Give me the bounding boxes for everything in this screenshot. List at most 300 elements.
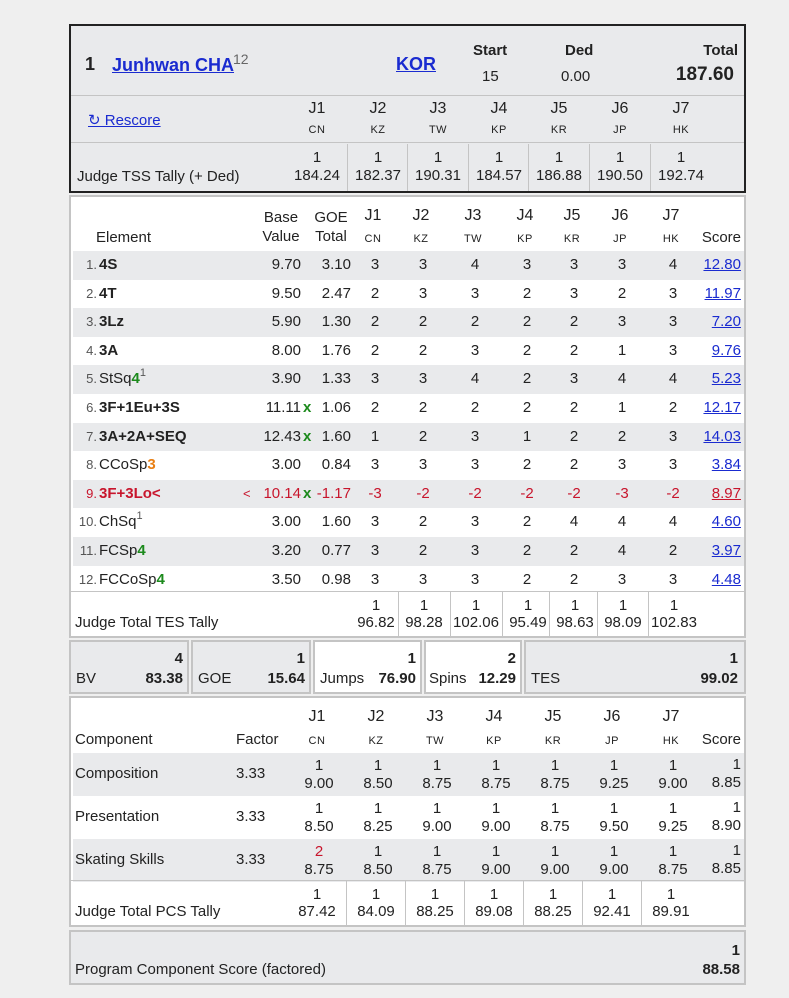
judge-goe: 2 bbox=[569, 341, 579, 359]
spins-summary-box bbox=[424, 640, 522, 694]
element-name bbox=[99, 508, 143, 538]
tes-tally-label: Judge Total TES Tally bbox=[75, 614, 219, 631]
tss-tally-row bbox=[71, 144, 744, 191]
component-judge-rank: 1 bbox=[314, 800, 324, 817]
component-factor: 3.33 bbox=[236, 808, 266, 825]
base-value: 3.20 bbox=[271, 542, 301, 559]
skater-header-panel bbox=[69, 24, 746, 193]
component-judge-score: 8.25 bbox=[363, 818, 393, 835]
goe-value: 15.64 bbox=[267, 670, 305, 687]
judge-goe: 3 bbox=[668, 456, 678, 474]
tes-value: 96.82 bbox=[357, 614, 395, 631]
element-name bbox=[99, 423, 187, 452]
component-judge-score: 8.50 bbox=[304, 818, 334, 835]
goe-value: 1.76 bbox=[321, 341, 351, 359]
judge-goe: 2 bbox=[418, 542, 428, 559]
col-element-header: Element bbox=[96, 229, 152, 246]
elements-panel bbox=[69, 195, 746, 638]
judge-goe: 4 bbox=[668, 513, 678, 531]
judge-id: J3 bbox=[426, 708, 444, 725]
judge-country: CN bbox=[308, 735, 326, 747]
tes-rank: 1 bbox=[523, 597, 533, 614]
element-superscript: 1 bbox=[139, 367, 146, 380]
pcs-tally-value: 88.25 bbox=[416, 903, 454, 920]
element-name bbox=[99, 566, 165, 595]
component-judge-rank: 1 bbox=[491, 800, 501, 817]
tss-value: 186.88 bbox=[536, 167, 582, 184]
judge-country: HK bbox=[662, 735, 680, 747]
judge-goe: 2 bbox=[522, 313, 532, 331]
element-number: 9. bbox=[86, 485, 97, 501]
col-goe-header-2: Total bbox=[315, 228, 347, 245]
judge-id: J2 bbox=[367, 708, 385, 725]
pcs-tally-rank: 1 bbox=[666, 886, 676, 903]
judge-id: J4 bbox=[516, 207, 534, 224]
element-score-link[interactable]: 3.97 bbox=[711, 542, 741, 559]
component-judge-rank: 1 bbox=[609, 757, 619, 774]
goe-rank: 1 bbox=[296, 650, 305, 667]
judge-goe: 4 bbox=[668, 370, 678, 388]
component-judge-rank: 1 bbox=[491, 843, 501, 860]
pcs-tally-row bbox=[71, 880, 744, 925]
component-judge-score: 9.25 bbox=[599, 775, 629, 792]
judge-goe: 1 bbox=[617, 399, 627, 416]
element-row bbox=[73, 394, 744, 423]
tss-value: 190.50 bbox=[597, 167, 643, 184]
goe-value: 1.60 bbox=[321, 513, 351, 531]
judge-id: J2 bbox=[369, 100, 387, 117]
element-score-link[interactable]: 5.23 bbox=[711, 370, 741, 388]
judge-goe: 2 bbox=[522, 399, 532, 416]
component-name: Presentation bbox=[75, 808, 160, 825]
goe-value: -1.17 bbox=[316, 484, 351, 502]
component-judge-rank: 1 bbox=[432, 843, 442, 860]
goe-label: GOE bbox=[198, 670, 232, 687]
base-value: 12.43 bbox=[263, 427, 301, 445]
judge-id: J5 bbox=[550, 100, 568, 117]
tss-value: 192.74 bbox=[658, 167, 704, 184]
goe-value: 1.30 bbox=[321, 313, 351, 331]
tss-rank: 1 bbox=[676, 149, 686, 166]
component-judge-rank: 2 bbox=[314, 843, 324, 860]
judge-country: TW bbox=[425, 735, 445, 747]
judge-id: J7 bbox=[672, 100, 690, 117]
element-score-link[interactable]: 12.80 bbox=[703, 256, 741, 273]
pcs-tally-rank: 1 bbox=[489, 886, 499, 903]
judge-goe: 3 bbox=[668, 341, 678, 359]
judge-goe: 2 bbox=[569, 399, 579, 416]
judge-goe: 3 bbox=[418, 256, 428, 273]
judge-country: TW bbox=[463, 233, 483, 245]
component-judge-rank: 1 bbox=[432, 757, 442, 774]
element-name bbox=[99, 251, 117, 280]
judge-goe: 2 bbox=[418, 341, 428, 359]
pcs-tally-rank: 1 bbox=[312, 886, 322, 903]
jumps-rank: 1 bbox=[407, 650, 416, 667]
element-level: 4 bbox=[131, 370, 140, 388]
judge-country: KZ bbox=[370, 124, 386, 136]
element-score-link[interactable]: 14.03 bbox=[703, 427, 741, 445]
component-judge-score: 9.00 bbox=[540, 861, 570, 878]
element-name bbox=[99, 337, 118, 366]
component-score: 8.85 bbox=[711, 860, 741, 877]
tes-value: 95.49 bbox=[509, 614, 547, 631]
component-row bbox=[73, 839, 744, 882]
tss-value: 184.24 bbox=[294, 167, 340, 184]
deduction-value: 0.00 bbox=[561, 68, 591, 85]
component-judge-score: 8.75 bbox=[658, 861, 688, 878]
component-judge-rank: 1 bbox=[550, 800, 560, 817]
tes-value: 102.06 bbox=[453, 614, 499, 631]
element-number: 3. bbox=[86, 314, 97, 330]
component-judge-score: 8.75 bbox=[540, 775, 570, 792]
element-code: StSq bbox=[99, 370, 132, 388]
component-judge-rank: 1 bbox=[373, 800, 383, 817]
pcs-tally-value: 89.08 bbox=[475, 903, 513, 920]
component-row bbox=[73, 753, 744, 796]
judge-goe: 2 bbox=[569, 542, 579, 559]
judge-goe: 4 bbox=[569, 513, 579, 531]
spins-label: Spins bbox=[429, 670, 467, 687]
judge-goe: 3 bbox=[668, 570, 678, 588]
divider bbox=[464, 881, 465, 925]
judge-goe: 2 bbox=[370, 313, 380, 331]
base-value: 8.00 bbox=[271, 341, 301, 359]
tes-rank: 1 bbox=[729, 650, 738, 667]
bv-label: BV bbox=[76, 670, 97, 687]
tss-value: 184.57 bbox=[476, 167, 522, 184]
judge-goe: 3 bbox=[370, 542, 380, 559]
element-number: 8. bbox=[86, 457, 97, 473]
base-value: 3.90 bbox=[271, 370, 301, 388]
bonus-marker: x bbox=[303, 427, 312, 445]
element-row bbox=[73, 423, 744, 452]
judge-goe: 2 bbox=[569, 427, 579, 445]
jumps-label: Jumps bbox=[320, 670, 365, 687]
divider bbox=[405, 881, 406, 925]
skater-summary-row bbox=[71, 26, 744, 96]
component-name: Composition bbox=[75, 765, 159, 782]
component-judge-score: 8.75 bbox=[422, 775, 452, 792]
judge-country: HK bbox=[672, 124, 690, 136]
element-score-link[interactable]: 9.76 bbox=[711, 341, 741, 359]
element-code: FCSp bbox=[99, 542, 138, 559]
col-component-header: Component bbox=[75, 731, 153, 748]
bonus-marker: x bbox=[303, 399, 312, 416]
judge-goe: 3 bbox=[370, 570, 380, 588]
judge-goe: 2 bbox=[668, 542, 678, 559]
pcs-factored-value: 88.58 bbox=[702, 961, 740, 978]
component-judge-rank: 1 bbox=[609, 800, 619, 817]
element-row bbox=[73, 566, 744, 595]
element-code: 3Lz bbox=[99, 313, 125, 331]
component-factor: 3.33 bbox=[236, 851, 266, 868]
element-code: FCCoSp bbox=[99, 570, 157, 588]
base-value: 3.00 bbox=[271, 513, 301, 531]
element-number: 12. bbox=[78, 571, 97, 587]
goe-value: 0.98 bbox=[321, 570, 351, 588]
component-judge-score: 8.75 bbox=[481, 775, 511, 792]
judge-id: J5 bbox=[563, 207, 581, 224]
element-code: CCoSp bbox=[99, 456, 148, 474]
element-name bbox=[99, 365, 146, 395]
judge-goe: 4 bbox=[617, 370, 627, 388]
tes-value: 98.63 bbox=[556, 614, 594, 631]
element-row bbox=[73, 337, 744, 366]
component-judge-score: 9.00 bbox=[422, 818, 452, 835]
total-label: Total bbox=[703, 42, 738, 59]
judge-country: KR bbox=[544, 735, 562, 747]
component-judge-score: 9.00 bbox=[481, 818, 511, 835]
component-score-rank: 1 bbox=[732, 756, 741, 773]
tes-label: TES bbox=[531, 670, 561, 687]
element-score-link[interactable]: 7.20 bbox=[711, 313, 741, 331]
pcs-tally-value: 88.25 bbox=[534, 903, 572, 920]
goe-value: 0.77 bbox=[321, 542, 351, 559]
skater-name-superscript: 12 bbox=[233, 51, 249, 67]
judge-country: CN bbox=[308, 124, 326, 136]
tes-value: 99.02 bbox=[700, 670, 738, 687]
element-score-link[interactable]: 3.84 bbox=[711, 456, 741, 474]
base-value: 9.50 bbox=[271, 284, 301, 302]
component-judge-score: 8.50 bbox=[363, 775, 393, 792]
base-value: 5.90 bbox=[271, 313, 301, 331]
element-score-link[interactable]: 11.97 bbox=[704, 284, 741, 302]
goe-value: 2.47 bbox=[321, 284, 351, 302]
judge-country: JP bbox=[605, 735, 619, 747]
pcs-tally-value: 84.09 bbox=[357, 903, 395, 920]
judge-id: J1 bbox=[308, 708, 326, 725]
element-score-link[interactable]: 12.17 bbox=[703, 399, 741, 416]
judge-goe: 3 bbox=[569, 284, 579, 302]
tss-rank: 1 bbox=[433, 149, 443, 166]
judge-goe: 3 bbox=[418, 456, 428, 474]
component-score-rank: 1 bbox=[732, 842, 741, 859]
divider bbox=[641, 881, 642, 925]
bv-summary-box bbox=[69, 640, 189, 694]
judge-country: JP bbox=[613, 233, 627, 245]
base-value: 11.11 bbox=[265, 399, 301, 416]
col-factor-header: Factor bbox=[236, 731, 279, 748]
judge-goe: 3 bbox=[668, 313, 678, 331]
tes-rank: 1 bbox=[471, 597, 481, 614]
judge-goe: 4 bbox=[617, 513, 627, 531]
judge-goe: 2 bbox=[522, 284, 532, 302]
judge-goe: 3 bbox=[668, 284, 678, 302]
judge-id: J3 bbox=[464, 207, 482, 224]
component-judge-score: 8.75 bbox=[422, 861, 452, 878]
element-code: 4S bbox=[99, 256, 118, 273]
bonus-marker: x bbox=[303, 484, 312, 502]
judge-goe: 3 bbox=[470, 513, 480, 531]
element-number: 5. bbox=[86, 371, 97, 387]
tss-rank: 1 bbox=[373, 149, 383, 166]
element-code: ChSq bbox=[99, 513, 137, 531]
judge-id: J5 bbox=[544, 708, 562, 725]
pcs-tally-value: 87.42 bbox=[298, 903, 336, 920]
judge-goe: 3 bbox=[470, 341, 480, 359]
spins-rank: 2 bbox=[507, 650, 516, 667]
judge-country: TW bbox=[428, 124, 448, 136]
judge-goe: -2 bbox=[416, 484, 430, 502]
judge-goe: 1 bbox=[522, 427, 532, 445]
pcs-tally-rank: 1 bbox=[548, 886, 558, 903]
judge-header-row bbox=[71, 97, 744, 143]
judge-goe: 2 bbox=[617, 284, 627, 302]
judge-goe: 3 bbox=[617, 256, 627, 273]
judge-goe: 2 bbox=[522, 570, 532, 588]
tes-value: 98.28 bbox=[405, 614, 443, 631]
divider bbox=[582, 881, 583, 925]
element-number: 10. bbox=[78, 514, 97, 530]
judge-goe: 3 bbox=[522, 256, 532, 273]
component-score: 8.90 bbox=[711, 817, 741, 834]
component-judge-rank: 1 bbox=[550, 757, 560, 774]
judge-id: J6 bbox=[603, 708, 621, 725]
judge-goe: 3 bbox=[617, 456, 627, 474]
judge-goe: 1 bbox=[617, 341, 627, 359]
element-code: 3A+2A+SEQ bbox=[99, 427, 187, 445]
judge-goe: 2 bbox=[668, 399, 678, 416]
tss-tally-label: Judge TSS Tally (+ Ded) bbox=[77, 168, 240, 185]
judge-goe: 4 bbox=[668, 256, 678, 273]
judge-goe: 3 bbox=[569, 370, 579, 388]
component-score: 8.85 bbox=[711, 774, 741, 791]
pcs-tally-value: 92.41 bbox=[593, 903, 631, 920]
element-name bbox=[99, 480, 161, 509]
pcs-tally-rank: 1 bbox=[371, 886, 381, 903]
component-judge-rank: 1 bbox=[314, 757, 324, 774]
judge-goe: 2 bbox=[370, 399, 380, 416]
tes-summary-box bbox=[524, 640, 746, 694]
goe-value: 1.33 bbox=[321, 370, 351, 388]
goe-value: 1.06 bbox=[321, 399, 351, 416]
judge-id: J7 bbox=[662, 207, 680, 224]
deduction-label: Ded bbox=[565, 42, 594, 59]
jumps-value: 76.90 bbox=[378, 670, 416, 687]
component-row bbox=[73, 796, 744, 839]
judge-country: HK bbox=[662, 233, 680, 245]
judge-goe: 3 bbox=[418, 370, 428, 388]
goe-value: 1.60 bbox=[321, 427, 351, 445]
judge-goe: 2 bbox=[569, 456, 579, 474]
element-row bbox=[73, 251, 744, 280]
element-score-link[interactable]: 4.48 bbox=[711, 570, 741, 588]
component-judge-rank: 1 bbox=[432, 800, 442, 817]
element-score-link[interactable]: 8.97 bbox=[711, 484, 741, 502]
component-judge-score: 8.50 bbox=[363, 861, 393, 878]
pcs-tally-rank: 1 bbox=[607, 886, 617, 903]
spins-value: 12.29 bbox=[478, 670, 516, 687]
judge-goe: -2 bbox=[520, 484, 534, 502]
tss-rank: 1 bbox=[494, 149, 504, 166]
divider bbox=[523, 881, 524, 925]
judge-goe: 2 bbox=[418, 313, 428, 331]
judge-goe: 2 bbox=[617, 427, 627, 445]
component-judge-rank: 1 bbox=[550, 843, 560, 860]
tes-rank: 1 bbox=[570, 597, 580, 614]
component-judge-rank: 1 bbox=[668, 757, 678, 774]
judge-id: J6 bbox=[611, 207, 629, 224]
divider bbox=[346, 881, 347, 925]
judge-id: J1 bbox=[308, 100, 326, 117]
element-number: 1. bbox=[86, 257, 97, 272]
component-judge-score: 8.75 bbox=[304, 861, 334, 878]
tss-rank: 1 bbox=[615, 149, 625, 166]
judge-goe: -3 bbox=[615, 484, 629, 502]
judge-goe: 2 bbox=[522, 513, 532, 531]
goe-value: 3.10 bbox=[321, 256, 351, 273]
judge-goe: 2 bbox=[569, 313, 579, 331]
bv-value: 83.38 bbox=[145, 670, 183, 687]
element-number: 6. bbox=[86, 400, 97, 415]
tss-value: 190.31 bbox=[415, 167, 461, 184]
judge-goe: 2 bbox=[470, 313, 480, 331]
element-superscript: 1 bbox=[136, 510, 143, 523]
tes-rank: 1 bbox=[419, 597, 429, 614]
judge-goe: 2 bbox=[522, 456, 532, 474]
goe-summary-box bbox=[191, 640, 311, 694]
judge-country: KR bbox=[550, 124, 568, 136]
judge-goe: 3 bbox=[569, 256, 579, 273]
judge-country: JP bbox=[613, 124, 627, 136]
tss-value: 182.37 bbox=[355, 167, 401, 184]
pcs-tally-label: Judge Total PCS Tally bbox=[75, 903, 221, 920]
rescore-link[interactable]: ↻ Rescore bbox=[88, 112, 161, 129]
judge-goe: 2 bbox=[418, 513, 428, 531]
components-panel bbox=[69, 696, 746, 927]
element-name bbox=[99, 537, 146, 566]
judge-goe: -2 bbox=[666, 484, 680, 502]
tes-value: 98.09 bbox=[604, 614, 642, 631]
element-score-link[interactable]: 4.60 bbox=[711, 513, 741, 531]
pcs-factored-panel bbox=[69, 930, 746, 985]
component-name: Skating Skills bbox=[75, 851, 165, 868]
judge-country: CN bbox=[364, 233, 382, 245]
judge-goe: 3 bbox=[617, 570, 627, 588]
component-judge-score: 9.00 bbox=[481, 861, 511, 878]
start-label: Start bbox=[473, 42, 508, 59]
element-number: 2. bbox=[86, 285, 97, 301]
skater-name-link[interactable]: Junhwan CHA bbox=[112, 55, 235, 75]
element-level: 3 bbox=[147, 456, 156, 474]
tes-rank: 1 bbox=[371, 597, 381, 614]
col-pcs-score-header: Score bbox=[701, 731, 741, 748]
judge-country: KP bbox=[517, 233, 533, 245]
component-judge-score: 8.75 bbox=[540, 818, 570, 835]
component-score-rank: 1 bbox=[732, 799, 741, 816]
tes-value: 102.83 bbox=[651, 614, 697, 631]
element-row bbox=[73, 537, 744, 566]
judge-goe: 4 bbox=[470, 370, 480, 388]
component-judge-score: 9.50 bbox=[599, 818, 629, 835]
element-row bbox=[73, 280, 744, 309]
judge-goe: 4 bbox=[470, 256, 480, 273]
judge-goe: -2 bbox=[468, 484, 482, 502]
judge-id: J4 bbox=[490, 100, 508, 117]
judge-goe: -2 bbox=[567, 484, 581, 502]
judge-goe: 3 bbox=[370, 456, 380, 474]
judge-goe: 3 bbox=[470, 427, 480, 445]
element-name bbox=[99, 308, 124, 337]
element-level: 4 bbox=[137, 542, 146, 559]
nation-link[interactable]: KOR bbox=[396, 54, 436, 74]
judge-country: KZ bbox=[368, 735, 384, 747]
judge-id: J7 bbox=[662, 708, 680, 725]
component-judge-score: 9.00 bbox=[599, 861, 629, 878]
judge-goe: 3 bbox=[470, 542, 480, 559]
pcs-tally-rank: 1 bbox=[430, 886, 440, 903]
